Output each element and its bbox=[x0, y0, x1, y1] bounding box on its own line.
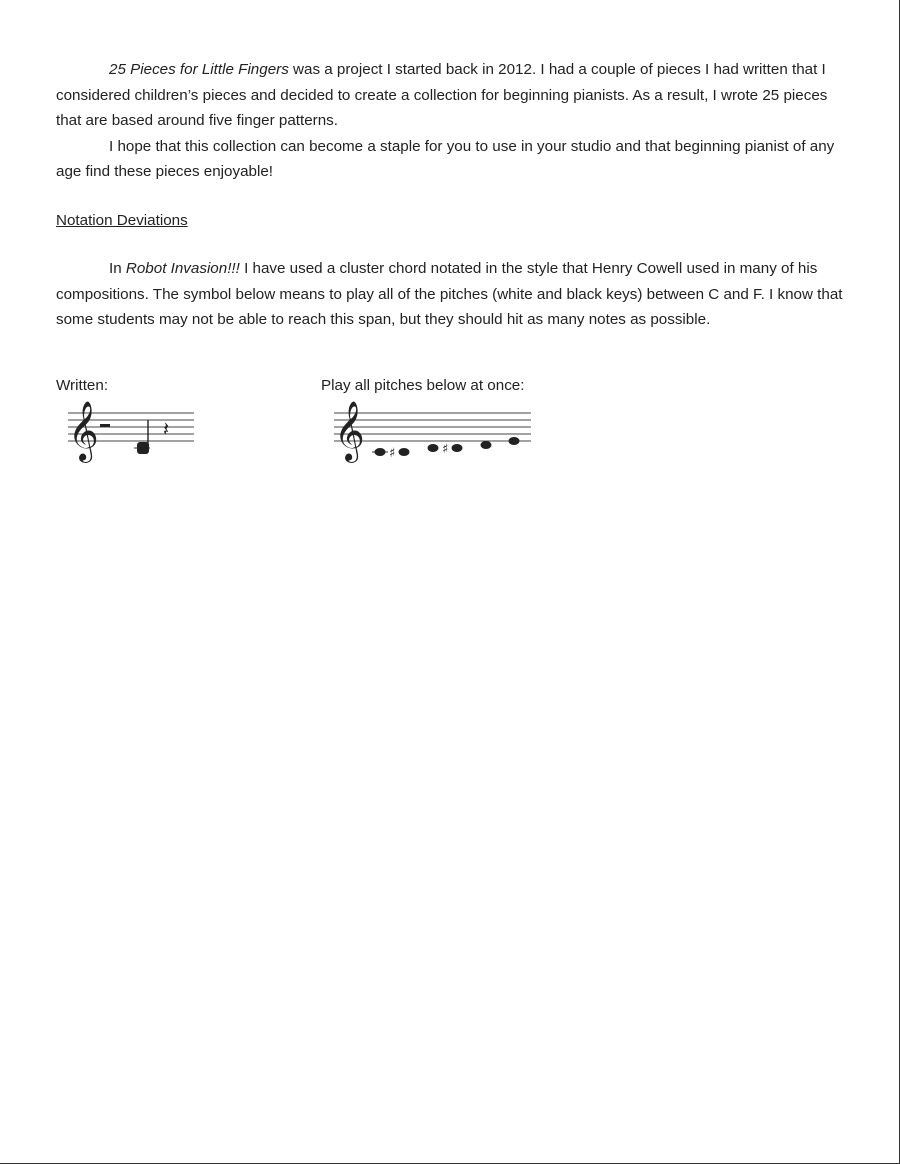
written-label: Written: bbox=[56, 377, 109, 394]
notation-paragraph: In Robot Invasion!!! I have used a cluster chord notated in the style that Henry Cowell used in many of his compositions. The symbol below means to play all of the pitches (white and black keys) between C and F. I know that some students may not be able to reach this span, but they should hit as many notes as possible. bbox=[56, 260, 843, 329]
note-d bbox=[428, 444, 439, 452]
note-f bbox=[509, 437, 520, 445]
quarter-rest-icon: 𝄽 bbox=[163, 417, 170, 441]
half-rest-icon bbox=[100, 424, 110, 427]
intro-paragraph-2: I hope that this collection can become a staple for you to use in your studio and that beginning pianist of any age find these pieces enjoyable! bbox=[56, 137, 835, 181]
note-e bbox=[481, 441, 492, 449]
treble-clef-icon: 𝄞 bbox=[68, 401, 99, 461]
piece-title: Robot Invasion!!! bbox=[125, 260, 240, 277]
treble-clef-icon: 𝄞 bbox=[334, 401, 365, 461]
played-label: Play all pitches below at once: bbox=[321, 377, 525, 394]
intro-section bbox=[56, 57, 846, 185]
note-c bbox=[375, 448, 386, 456]
written-cluster-staff bbox=[56, 396, 206, 466]
cluster-chord-icon bbox=[137, 442, 149, 454]
note-d-sharp bbox=[452, 444, 463, 452]
notation-section bbox=[56, 256, 846, 333]
intro-paragraph-1-text: was a project I started back in 2012. I had a couple of pieces I had written that I considered children’s pieces and decided to create a collection for beginning pianists. As a result, I wrote 25 pieces that are based around five finger patterns. bbox=[56, 61, 828, 130]
notation-heading: Notation Deviations bbox=[56, 212, 188, 229]
sharp-icon: ♯ bbox=[442, 442, 449, 457]
played-pitches-staff bbox=[328, 396, 538, 466]
sharp-icon: ♯ bbox=[389, 446, 396, 461]
collection-title: 25 Pieces for Little Fingers bbox=[109, 61, 289, 78]
note-c-sharp bbox=[399, 448, 410, 456]
intro-paragraph-1 bbox=[56, 57, 846, 134]
